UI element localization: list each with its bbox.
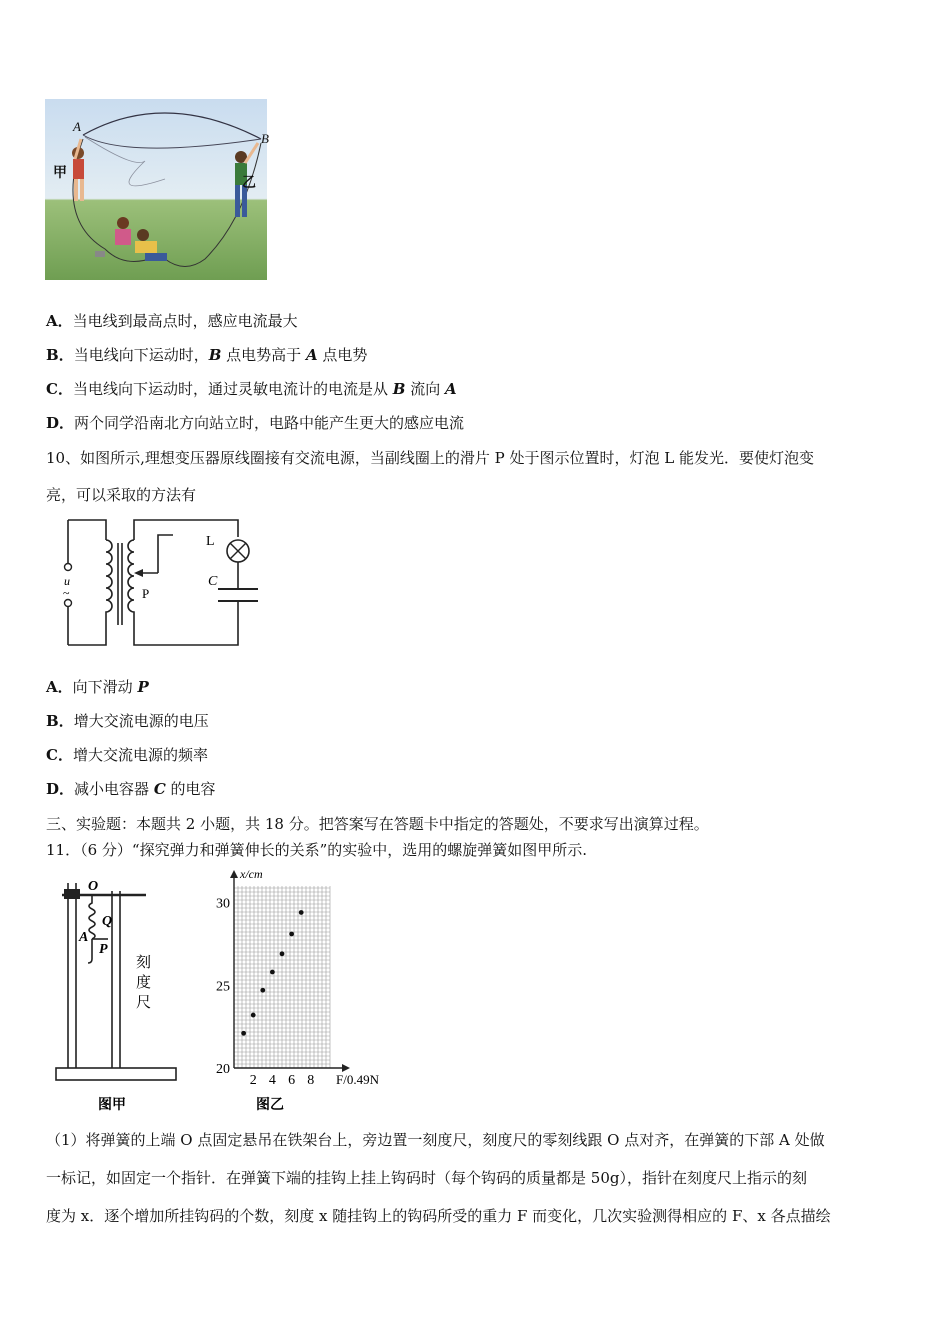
label-O: O bbox=[88, 879, 99, 894]
data-point bbox=[289, 932, 294, 937]
q10-option-a: A．向下滑动 P bbox=[46, 678, 149, 696]
q11-title: 11．（6 分）“探究弹力和弹簧伸长的关系”的实验中，选用的螺旋弹簧如图甲所示. bbox=[46, 841, 588, 859]
data-point bbox=[251, 1013, 256, 1018]
q9-option-d: D．两个同学沿南北方向站立时，电路中能产生更大的感应电流 bbox=[46, 414, 465, 432]
x-axis-arrow-icon bbox=[342, 1064, 350, 1072]
q9-option-c: C．当电线向下运动时，通过灵敏电流计的电流是从 B 流向 A bbox=[46, 380, 457, 398]
label-B: B bbox=[261, 131, 269, 146]
q11-paragraph-line1: （1）将弹簧的上端 O 点固定悬吊在铁架台上，旁边置一刻度尺，刻度尺的零刻线跟 O 点对齐，在弹簧的下部 A 处做 bbox=[46, 1131, 825, 1149]
x-tick-label: 8 bbox=[307, 1073, 315, 1088]
clamp-icon bbox=[64, 889, 80, 899]
label-A: A bbox=[73, 119, 81, 134]
figure-spring-apparatus bbox=[50, 873, 190, 1118]
q10-option-d: D．减小电容器 C 的电容 bbox=[46, 780, 216, 798]
slider-arrow-icon bbox=[134, 569, 143, 577]
y-tick-label: 30 bbox=[216, 896, 230, 912]
y-axis-label: x/cm bbox=[240, 867, 263, 881]
data-point bbox=[270, 970, 275, 975]
q10-option-b: B．增大交流电源的电压 bbox=[46, 712, 209, 730]
figure-spring-chart bbox=[200, 866, 396, 1118]
x-tick-label: 6 bbox=[288, 1073, 296, 1088]
label-spring-A: A bbox=[79, 930, 89, 945]
chart-svg bbox=[200, 866, 396, 1118]
label-tilde: ~ bbox=[63, 586, 70, 600]
x-tick-label: 4 bbox=[268, 1073, 276, 1088]
q10-stem-line1: 10、如图所示,理想变压器原线圈接有交流电源，当副线圈上的滑片 P 处于图示位置时，灯泡 L 能发光．要使灯泡变 bbox=[46, 449, 814, 467]
x-axis-label: F/0.49N bbox=[336, 1072, 379, 1087]
y-tick-label: 20 bbox=[216, 1062, 230, 1077]
label-P: P bbox=[142, 586, 150, 601]
data-point bbox=[241, 1031, 246, 1036]
label-L: L bbox=[206, 534, 215, 549]
ruler-char-2: 度 bbox=[136, 973, 152, 991]
q10-stem-line2: 亮，可以采取的方法有 bbox=[46, 486, 197, 504]
data-point bbox=[260, 988, 265, 993]
label-u: u bbox=[64, 574, 70, 588]
q11-paragraph-line3: 度为 x．逐个增加所挂钩码的个数，刻度 x 随挂钩上的钩码所受的重力 F 而变化，几次实验测得相应的 F、x 各点描绘 bbox=[46, 1207, 831, 1225]
caption-yi: 图乙 bbox=[256, 1097, 284, 1113]
x-tick-label: 2 bbox=[249, 1073, 257, 1088]
figure-transformer-circuit bbox=[58, 515, 268, 655]
label-yi: 乙 bbox=[242, 175, 256, 191]
galvanometer-icon bbox=[95, 251, 105, 257]
label-jia: 甲 bbox=[53, 165, 67, 181]
terminal-bottom-icon bbox=[65, 600, 72, 607]
capacitor-icon bbox=[218, 589, 258, 601]
q9-option-b: B．当电线向下运动时，B 点电势高于 A 点电势 bbox=[46, 346, 368, 364]
terminal-top-icon bbox=[65, 564, 72, 571]
section-heading: 三、实验题：本题共 2 小题，共 18 分。把答案写在答题卡中指定的答题处，不要求写出演算过程。 bbox=[46, 815, 709, 833]
q9-option-a: A．当电线到最高点时，感应电流最大 bbox=[46, 312, 298, 330]
label-spring-P: P bbox=[99, 942, 108, 957]
data-point bbox=[299, 910, 304, 915]
label-Q: Q bbox=[102, 914, 113, 929]
ruler-char-1: 刻 bbox=[136, 953, 152, 971]
q11-paragraph-line2: 一标记，如固定一个指针．在弹簧下端的挂钩上挂上钩码时（每个钩码的质量都是 50g），指针在刻度尺上指示的刻 bbox=[46, 1169, 807, 1187]
data-point bbox=[280, 951, 285, 956]
y-tick-label: 25 bbox=[216, 979, 230, 995]
label-C: C bbox=[208, 574, 218, 589]
lamp-icon bbox=[227, 540, 249, 562]
ruler-char-3: 尺 bbox=[136, 993, 152, 1011]
caption-jia: 图甲 bbox=[98, 1097, 126, 1113]
q10-option-c: C．增大交流电源的频率 bbox=[46, 746, 208, 764]
figure-wire-induction bbox=[45, 99, 267, 280]
y-axis-arrow-icon bbox=[230, 870, 238, 878]
